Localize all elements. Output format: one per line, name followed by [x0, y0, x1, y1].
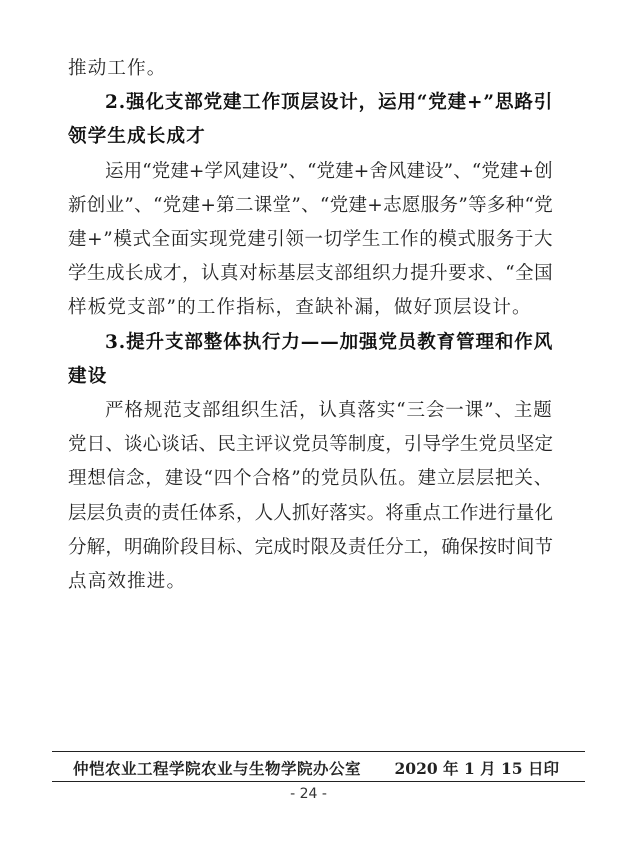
section-heading-3-cont: 建设 [68, 365, 108, 387]
paragraph-line: 推动工作。 [68, 58, 167, 79]
paragraph-line: 样板党支部”的工作指标，查缺补漏，做好顶层设计。 [68, 297, 532, 319]
footer-office: 仲恺农业工程学院农业与生物学院办公室 [73, 759, 362, 778]
paragraph-line: 建+”模式全面实现党建引领一切学生工作的模式服务于大 [68, 229, 554, 251]
paragraph-line: 分解，明确阶段目标、完成时限及责任分工，确保按时间节 [68, 536, 554, 558]
paragraph-line: 严格规范支部组织生活，认真落实“三会一课”、主题 [105, 400, 553, 422]
body-text [68, 52, 553, 599]
paragraph-line: 点高效推进。 [68, 571, 187, 593]
paragraph-line: 运用“党建+学风建设”、“党建+舍风建设”、“党建+创 [105, 160, 553, 182]
footer-print-date: 2020 年 1 月 15 日印 [394, 759, 559, 778]
paragraph-line: 党日、谈心谈话、民主评议党员等制度，引导学生党员坚定 [68, 434, 554, 456]
section-heading-2: 2.强化支部党建工作顶层设计，运用“党建+”思路引 [105, 92, 554, 114]
paragraph-line: 学生成长成才，认真对标基层支部组织力提升要求、“全国 [68, 263, 554, 285]
footer-bottom-rule [52, 781, 585, 782]
page-number: - 24 - [290, 786, 327, 802]
footer-top-rule [52, 751, 585, 752]
section-heading-3: 3.提升支部整体执行力——加强党员教育管理和作风 [105, 331, 554, 353]
section-heading-2-cont: 领学生成长成才 [68, 126, 206, 148]
paragraph-line: 理想信念，建设“四个合格”的党员队伍。建立层层把关、 [68, 468, 554, 490]
paragraph-line: 新创业”、“党建+第二课堂”、“党建+志愿服务”等多种“党 [68, 194, 554, 216]
paragraph-line: 层层负责的责任体系，人人抓好落实。将重点工作进行量化 [68, 502, 554, 524]
